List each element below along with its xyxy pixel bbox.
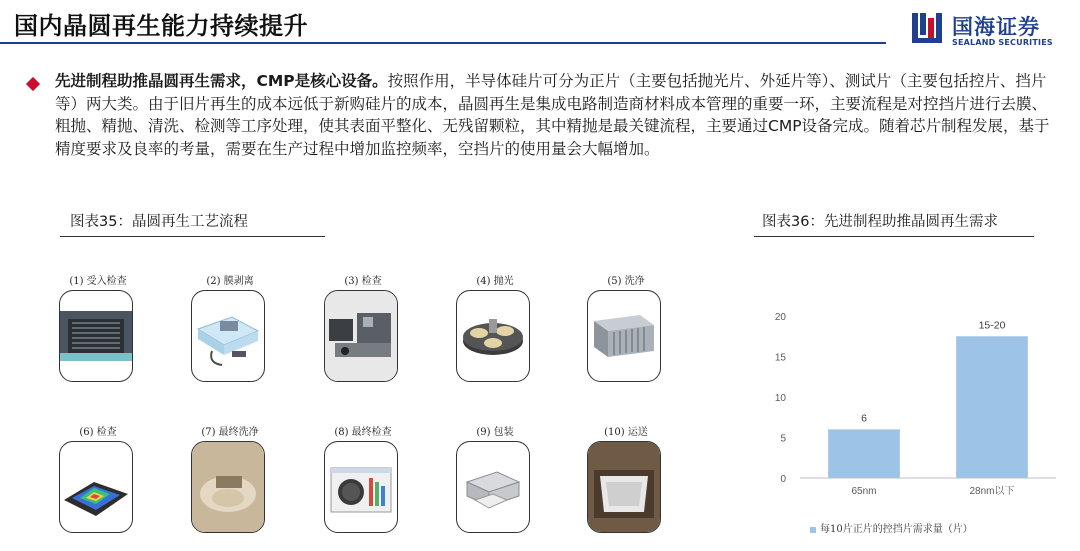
- step-label: (5) 洗净: [607, 276, 645, 287]
- sealand-logo-icon: [910, 10, 946, 46]
- step-image-frame: [59, 441, 133, 533]
- step-label: (8) 最终检查: [334, 427, 392, 438]
- step-image-frame: [587, 441, 661, 533]
- process-step-3: [318, 272, 408, 387]
- bar-chart: [768, 300, 1068, 548]
- step-label: (7) 最终洗净: [201, 427, 259, 438]
- page-title: 国内晶圆再生能力持续提升: [14, 12, 308, 40]
- step-image-frame: [191, 290, 265, 382]
- paragraph-lead: 先进制程助推晶圆再生需求，CMP是核心设备。: [55, 72, 388, 90]
- y-tick-label: 20: [774, 312, 786, 323]
- figure36-title: 图表36：先进制程助推晶圆再生需求: [762, 214, 998, 230]
- paragraph-body: 按照作用，半导体硅片可分为正片（主要包括抛光片、外延片等）、测试片（主要包括控片、挡片等）两大类。由于旧片再生的成本远低于新购硅片的成本，晶圆再生是集成电路制造商材料成本管理的重要一环，主要流程是对控挡片进行去膜、粗抛、精抛、清洗、检测等工序处理，使其表面平整化、无残留颗粒，其中精抛是最关键流程，主要通过CMP设备完成。随着芯片制程发展，基于精度要求及良率的考量，需要在生产过程中增加监控频率，空挡片的使用量会大幅增加。: [55, 72, 1050, 158]
- process-step-4: [450, 272, 540, 387]
- y-tick-label: 5: [780, 433, 786, 445]
- figure35-title: 图表35：晶圆再生工艺流程: [70, 214, 248, 230]
- step-label: (3) 检查: [344, 276, 382, 287]
- chart-legend: [810, 520, 973, 535]
- process-step-6: [53, 423, 143, 538]
- logo-text-cn: 国海证券: [952, 15, 1040, 39]
- process-step-8: [318, 423, 408, 538]
- step-label: (1) 受入检查: [69, 276, 127, 287]
- diamond-bullet-icon: [26, 77, 40, 91]
- title-divider: [0, 42, 886, 44]
- step-label: (10) 运送: [604, 427, 648, 438]
- polishing-table-icon: [457, 291, 529, 381]
- y-tick-label: 15: [774, 352, 786, 364]
- wafer-cassette-icon: [60, 291, 132, 381]
- bar: [828, 429, 900, 478]
- y-tick-label: 0: [780, 474, 786, 485]
- x-tick-label: 28nm以下: [969, 486, 1015, 497]
- figure36-title-rule: [754, 236, 1034, 237]
- shipping-box-icon: [588, 442, 660, 532]
- step-label: (9) 包装: [476, 427, 514, 438]
- process-step-2: [185, 272, 275, 387]
- process-step-1: [53, 272, 143, 387]
- process-step-7: [185, 423, 275, 538]
- surface-map-icon: [60, 442, 132, 532]
- packaging-icon: [457, 442, 529, 532]
- process-step-9: [450, 423, 540, 538]
- data-label: 15-20: [978, 319, 1006, 332]
- step-image-frame: [59, 290, 133, 382]
- step-label: (2) 膜剥离: [206, 276, 254, 287]
- final-clean-icon: [192, 442, 264, 532]
- inspection-machine-icon: [325, 291, 397, 381]
- legend-swatch: [810, 527, 816, 533]
- step-label: (6) 检查: [79, 427, 117, 438]
- step-image-frame: [191, 441, 265, 533]
- step-image-frame: [324, 290, 398, 382]
- step-image-frame: [456, 441, 530, 533]
- step-label: (4) 抛光: [476, 276, 514, 287]
- film-strip-icon: [192, 291, 264, 381]
- data-label: 6: [861, 412, 867, 425]
- y-tick-label: 10: [774, 393, 786, 404]
- legend-label: 每10片正片的控挡片需求量（片）: [820, 524, 973, 535]
- cleaning-rack-icon: [588, 291, 660, 381]
- step-image-frame: [324, 441, 398, 533]
- figure35-title-rule: [60, 236, 325, 237]
- final-inspection-icon: [325, 442, 397, 532]
- step-image-frame: [587, 290, 661, 382]
- body-paragraph: [55, 70, 1060, 160]
- step-image-frame: [456, 290, 530, 382]
- x-tick-label: 65nm: [851, 486, 877, 497]
- brand-logo: [910, 10, 1075, 50]
- process-step-5: [581, 272, 671, 387]
- bar: [956, 336, 1028, 478]
- logo-text-en: SEALAND SECURITIES: [952, 38, 1053, 47]
- process-step-10: [581, 423, 671, 538]
